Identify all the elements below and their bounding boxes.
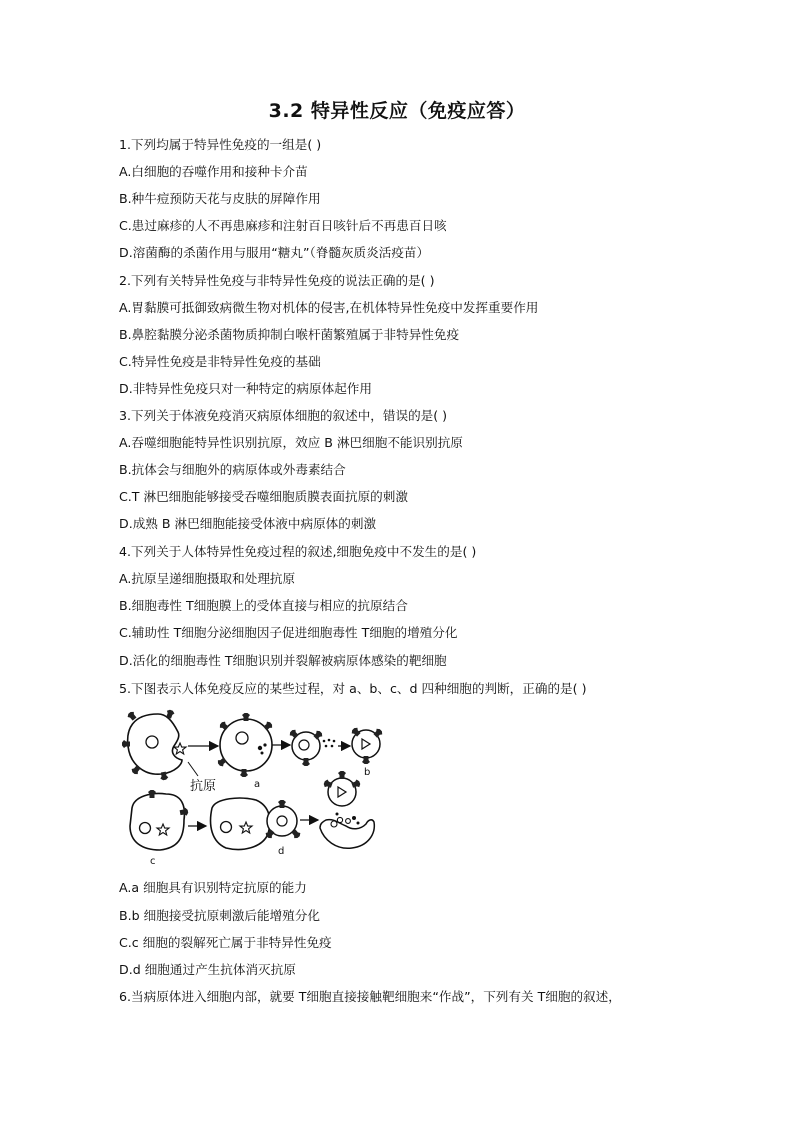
question-3-stem: 3.下列关于体液免疫消灭病原体细胞的叙述中，错误的是( ) (119, 408, 448, 423)
page-title: 3.2 特异性反应（免疫应答） (268, 100, 526, 122)
question-3-option-c: C.T 淋巴细胞能够接受吞噬细胞质膜表面抗原的刺激 (119, 489, 408, 504)
question-3-option-d: D.成熟 B 淋巴细胞能接受体液中病原体的刺激 (119, 516, 377, 531)
question-4-option-c: C.辅助性 T细胞分泌细胞因子促进细胞毒性 T细胞的增殖分化 (119, 625, 458, 640)
question-1-option-c: C.患过麻疹的人不再患麻疹和注射百日咳针后不再患百日咳 (119, 218, 447, 233)
question-1-option-a: A.白细胞的吞噬作用和接种卡介苗 (119, 164, 308, 179)
question-2-option-b: B.鼻腔黏膜分泌杀菌物质抑制白喉杆菌繁殖属于非特异性免疫 (119, 327, 460, 342)
question-5-option-d: D.d 细胞通过产生抗体消灭抗原 (119, 962, 296, 977)
question-2-stem: 2.下列有关特异性免疫与非特异性免疫的说法正确的是( ) (119, 273, 435, 288)
question-5-option-a: A.a 细胞具有识别特定抗原的能力 (119, 880, 307, 895)
label-a: a (254, 779, 261, 790)
question-2-option-a: A.胃黏膜可抵御致病微生物对机体的侵害,在机体特异性免疫中发挥重要作用 (119, 300, 539, 315)
question-4-stem: 4.下列关于人体特异性免疫过程的叙述,细胞免疫中不发生的是( ) (119, 544, 477, 559)
question-1-option-d: D.溶菌酶的杀菌作用与服用“糖丸”（脊髓灰质炎活疫苗） (119, 245, 430, 260)
question-2-option-c: C.特异性免疫是非特异性免疫的基础 (119, 354, 321, 369)
label-b: b (364, 767, 371, 778)
label-antigen: 抗原 (190, 779, 217, 794)
label-c: c (150, 856, 156, 867)
immune-response-figure (120, 708, 400, 868)
question-2-option-d: D.非特异性免疫只对一种特定的病原体起作用 (119, 381, 372, 396)
question-5-option-c: C.c 细胞的裂解死亡属于非特异性免疫 (119, 935, 332, 950)
question-1-option-b: B.种牛痘预防天花与皮肤的屏障作用 (119, 191, 321, 206)
question-4-option-b: B.细胞毒性 T细胞膜上的受体直接与相应的抗原结合 (119, 598, 408, 613)
question-4-option-a: A.抗原呈递细胞摄取和处理抗原 (119, 571, 296, 586)
label-d: d (278, 846, 285, 857)
question-1-stem: 1.下列均属于特异性免疫的一组是( ) (119, 137, 322, 152)
question-5-option-b: B.b 细胞接受抗原刺激后能增殖分化 (119, 908, 320, 923)
question-3-option-b: B.抗体会与细胞外的病原体或外毒素结合 (119, 462, 346, 477)
question-4-option-d: D.活化的细胞毒性 T细胞识别并裂解被病原体感染的靶细胞 (119, 653, 447, 668)
question-3-option-a: A.吞噬细胞能特异性识别抗原，效应 B 淋巴细胞不能识别抗原 (119, 435, 463, 450)
question-5-stem: 5.下图表示人体免疫反应的某些过程，对 a、b、c、d 四种细胞的判断，正确的是( ) (119, 681, 587, 696)
question-6-stem: 6.当病原体进入细胞内部，就要 T细胞直接接触靶细胞来“作战”，下列有关 T细胞的叙述， (119, 989, 621, 1004)
